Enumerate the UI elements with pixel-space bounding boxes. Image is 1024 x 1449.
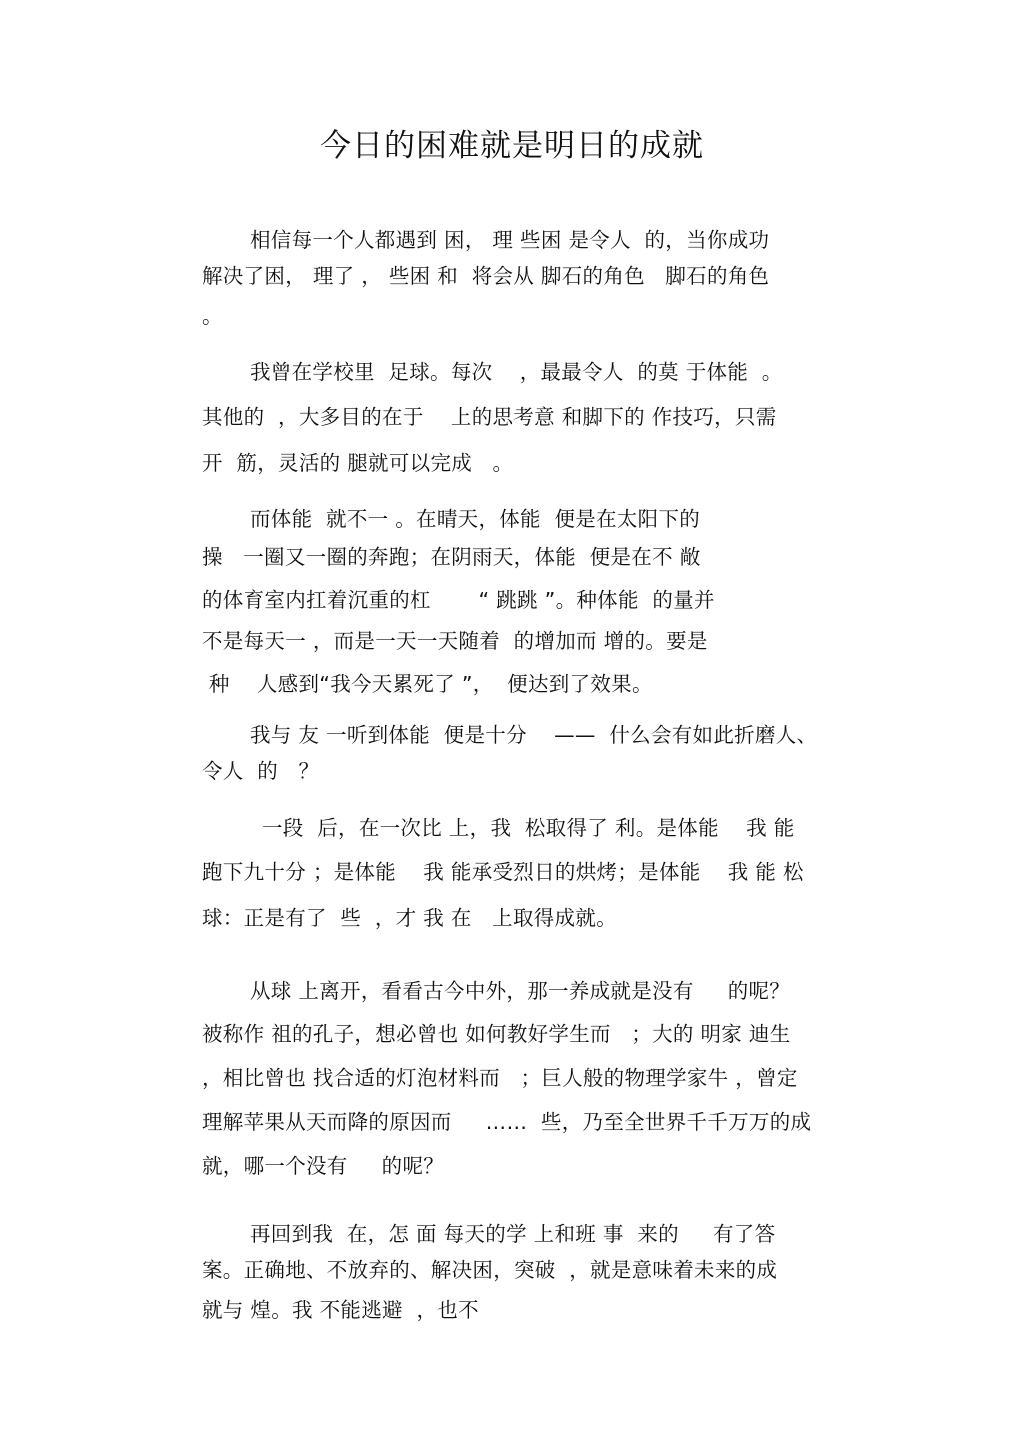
paragraph-3-line-5: 种 人感到“我今天累死了 ”， 便达到了效果。 [202, 672, 653, 696]
paragraph-6-line-5: 就，哪一个没有 的呢？ [202, 1154, 445, 1178]
paragraph-3-line-2: 操 一圈又一圈的奔跑；在阴雨天，体能 便是在不 敞 [202, 545, 701, 569]
paragraph-5-line-3: 球：正是有了 些 ，才 我 在 上取得成就。 [202, 906, 617, 930]
paragraph-7-line-2: 案。正确地、不放弃的、解决困，突破 ，就是意味着未来的成 [202, 1258, 778, 1282]
paragraph-7-line-3: 就与 煌。我 不能逃避 ，也不 [202, 1298, 479, 1322]
paragraph-2-line-1: 我曾在学校里 足球。每次 ，最最令人 的莫 于体能 。 [250, 360, 783, 384]
paragraph-6-line-2: 被称作 祖的孔子，想必曾也 如何教好学生而 ；大的 明家 迪生 [202, 1022, 791, 1046]
paragraph-3-line-3: 的体育室内扛着沉重的杠 “ 跳跳 ”。种体能 的量并 [202, 588, 715, 612]
paragraph-4-line-1: 我与 友 一听到体能 便是十分 —— 什么会有如此折磨人、 [250, 723, 818, 747]
paragraph-2-line-3: 开 筋，灵活的 腿就可以完成 。 [202, 451, 514, 475]
paragraph-1-line-3: 。 [202, 304, 223, 328]
paragraph-6-line-4: 理解苹果从天而降的原因而 …… 些，乃至全世界千千万万的成 [202, 1110, 812, 1134]
paragraph-6-line-3: ，相比曾也 找合适的灯泡材料而 ；巨人般的物理学家牛 ，曾定 [202, 1066, 798, 1090]
paragraph-3-line-4: 不是每天一 ，而是一天一天随着 的增加而 增的。要是 [202, 629, 708, 653]
paragraph-3-line-1: 而体能 就不一 。在晴天，体能 便是在太阳下的 [250, 507, 701, 531]
paragraph-7-line-1: 再回到我 在，怎 面 每天的学 上和班 事 来的 有了答 [250, 1222, 776, 1246]
paragraph-1-line-1: 相信每一个人都遇到 困， 理 些困 是令人 的，当你成功 [250, 228, 770, 252]
paragraph-2-line-2: 其他的 ，大多目的在于 上的思考意 和脚下的 作技巧，只需 [202, 405, 777, 429]
document-title: 今日的困难就是明日的成就 [320, 128, 704, 164]
paragraph-4-line-2: 令人 的 ？ [202, 759, 320, 783]
paragraph-5-line-2: 跑下九十分 ；是体能 我 能承受烈日的烘烤；是体能 我 能 松 [202, 860, 804, 884]
paragraph-5-line-1: 一段 后，在一次比 上，我 松取得了 利。是体能 我 能 [262, 816, 795, 840]
paragraph-6-line-1: 从球 上离开，看看古今中外，那一养成就是没有 的呢？ [250, 979, 791, 1003]
paragraph-1-line-2: 解决了困， 理了 ， 些困 和 将会从 脚石的角色 脚石的角色 [202, 264, 770, 288]
